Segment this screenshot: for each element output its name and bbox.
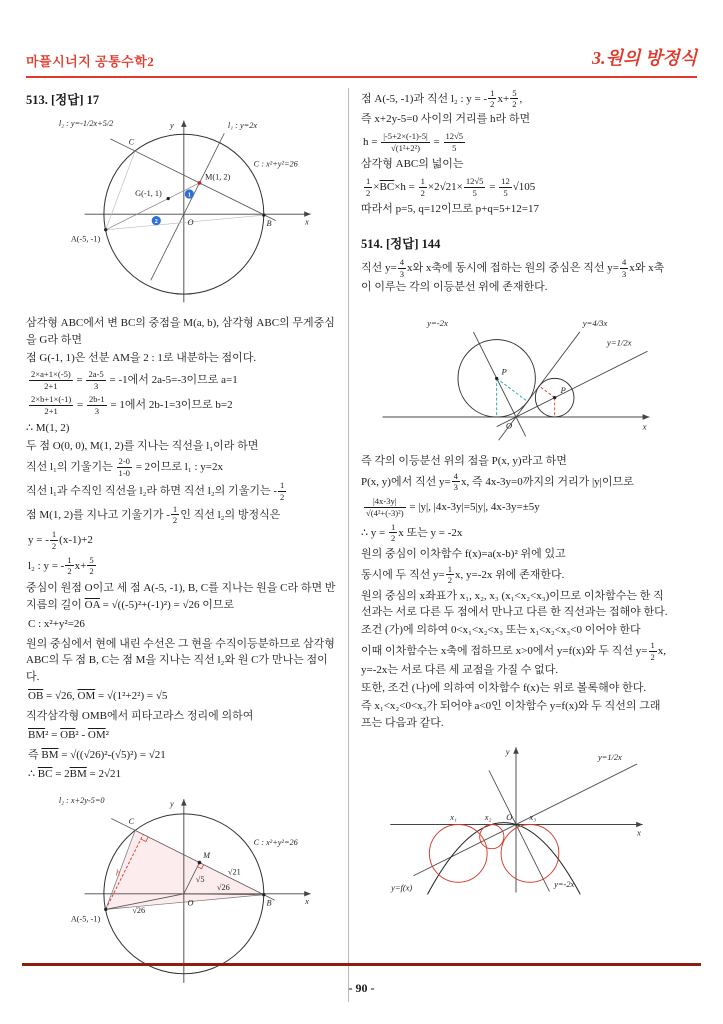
solution-line: 즉 $\overline{BM} = √((√26)^2-(√5)^2) = √21$ (28, 748, 166, 761)
marker-2-label: 2 (154, 217, 158, 225)
label-length-oa: √26 (132, 905, 146, 915)
label-length-ob: √26 (216, 882, 230, 892)
solution-line: $\frac{2\times a+1\times(-5)}{2+1}$ = $\frac{2a-5}{3}$ = -1에서 2a-5=-3이므로 a=1 (31, 369, 238, 391)
solution-line: 원의 중심이 이차함수 f(x)=a(x-b)² 위에 있고 (361, 547, 566, 560)
label-point-g: G(-1, 1) (135, 188, 162, 198)
radius-right-perp (539, 386, 554, 398)
solution-line: ∴ y = $\frac{1}{2}$ x 또는 y = -2x (361, 521, 463, 544)
solution-line: $\frac{2\times b+1\times(-1)}{2+1}$ = $\frac{2b-1}{3}$ = 1에서 2b-1=3이므로 b=2 (31, 394, 233, 417)
line-neg2x (473, 332, 525, 436)
label-height-h: h (115, 867, 120, 877)
label-point-m: M(1, 2) (204, 172, 231, 182)
solution-line: 삼각형 ABC의 넓이는 (361, 158, 464, 171)
solution-line: 또한, 조건 (나)에 의하여 이차함수 f(x)는 위로 볼록해야 한다. (361, 682, 647, 695)
label-point-a: A(-5, -1) (70, 234, 101, 244)
solution-line: 점 A(-5, -1)과 직선 l₂ : y = - $\frac{1}{2}$ x+ $\frac{5}{2}$ , (361, 87, 523, 110)
x-axis-arrow (636, 822, 643, 828)
page-header (0, 0, 723, 76)
solution-line: 즉 x+2y-5=0 사이의 거리를 h라 하면 (361, 113, 531, 126)
label-l1-equation: l₁ : y=2x (227, 120, 258, 130)
label-line-half: y=1/2x (597, 753, 622, 763)
x-axis-arrow (643, 414, 650, 420)
solution-line: P(x, y)에서 직선 y= $\frac{4}{3}$ x, 즉 4x-3y=0까지의 거리가 |y|이므로 (361, 470, 634, 493)
label-origin: O (187, 218, 194, 228)
label-origin: O (505, 420, 513, 431)
solution-line: $\overline{BM}^2 = \overline{OB}^2 - \overline{OM}^2$ (28, 729, 109, 742)
left-column (26, 86, 348, 1002)
solution-line: h = $\frac{|-5+2\times(-1)-5|}{\text{√(1²+2²)}}$ = $\frac{12√5}{5}$ (363, 130, 464, 153)
diagram-513-overview (26, 113, 338, 308)
solution-line: 따라서 p=5, q=12이므로 p+q=5+12=17 (361, 203, 539, 216)
solution-line: 점 G(-1, 1)은 선분 AM을 2 : 1로 내분하는 점이다. (26, 351, 257, 364)
diagram-514-bisector-svg (371, 301, 661, 446)
solution-513-text (26, 315, 338, 783)
solution-line: ∴ $\overline{BC} = 2\overline{BM} = 2√21$ (28, 768, 122, 781)
solution-line: $\overline{OB} = √26$, $\overline{OM} = √(1^2+2^2) = √5$ (28, 690, 168, 703)
label-point-a: A(-5, -1) (70, 913, 101, 923)
diagram-514-parabola-svg (376, 736, 656, 899)
point-b-dot (262, 893, 265, 896)
solution-line: $\frac{1}{2}$ $\times\overline{BC}\times h$ = $\frac{1}{2}$ ×2√21× $\frac{12√5}{5}$ = $\frac{12}{5}$ √105 (366, 175, 536, 198)
footer-rule (22, 963, 701, 966)
solution-line: 두 점 O(0, 0), M(1, 2)를 지나는 직선을 l₁이라 하면 (26, 439, 259, 452)
solution-line: ∴ M(1, 2) (26, 421, 70, 434)
solution-line: $\frac{|4x-3y|}{\text{√(4²+(-3)²)}}$ = |y|, |4x-3y|=5|y|, 4x-3y=±5y (366, 496, 540, 518)
segment-ac (106, 151, 135, 230)
label-length-om: √5 (195, 874, 205, 884)
label-axis-x: x (305, 217, 309, 227)
label-point-c: C (128, 137, 135, 147)
point-a-dot (104, 228, 107, 231)
point-g-dot (167, 197, 170, 200)
label-parabola: y=f(x) (391, 884, 413, 894)
solution-line: 점 M(1, 2)를 지나고 기울기가 - $\frac{1}{2}$ 인 직선 l₂의 방정식은 (26, 503, 281, 526)
label-origin: O (187, 898, 194, 908)
label-axis-x: x (637, 829, 641, 839)
label-line-neg2x: y=-2x (427, 317, 448, 328)
label-p-right: P (560, 384, 566, 395)
solution-line: 삼각형 ABC에서 변 BC의 중점을 M(a, b), 삼각형 ABC의 무게중심을 G라 하면 (26, 317, 335, 346)
solution-line: 직선 l₁의 기울기는 $\frac{2-0}{1-0}$ = 2이므로 l₁ : y=2x (26, 455, 223, 478)
y-axis-arrow (513, 748, 519, 755)
solution-line: l₂ : y = - $\frac{1}{2}$ x+ $\frac{5}{2}$ (28, 554, 94, 577)
label-axis-x: x (305, 896, 309, 906)
x-axis-arrow (304, 891, 310, 897)
solution-line: C : x²+y²=26 (28, 618, 85, 631)
right-column (349, 86, 671, 1002)
solution-line: 이때 이차함수는 x축에 접하므로 x>0에서 y=f(x)와 두 직선 y= $\frac{1}{2}$ x, y=-2x는 서로 다른 세 교점을 가질 수 없다. (361, 640, 667, 677)
x-axis-arrow (304, 211, 310, 217)
label-origin: O (506, 813, 513, 823)
solution-line: 중심이 원점 O이고 세 점 A(-5, -1), B, C를 지나는 원을 C라 하면 반지름의 길이 $\overline{OA} = √((-5)^2+(-1)^2) = √26$ 이므로 (26, 582, 336, 611)
label-axis-y: y (505, 748, 510, 758)
label-line-neg2x: y=-2x (554, 880, 575, 890)
label-point-m: M (203, 850, 211, 860)
label-x3: x₃ (529, 813, 537, 823)
label-point-b: B (266, 219, 272, 229)
diagram-514-bisector (361, 301, 671, 446)
solution-513-continued-text (361, 88, 671, 218)
diagram-514-parabola (361, 736, 671, 899)
solution-514-text-top (361, 257, 671, 296)
label-axis-y: y (170, 120, 174, 130)
solution-514-text-middle (361, 453, 671, 732)
label-line-four-thirds: y=4/3x (582, 317, 608, 328)
label-point-c: C (128, 816, 135, 826)
solution-line: 즉 x₁<x₂<0<x₃가 되어야 a<0인 이차함수 y=f(x)와 두 직선의 그래프는 다음과 같다. (361, 700, 661, 729)
label-x2: x₂ (484, 813, 492, 823)
line-neg2x (489, 771, 550, 892)
line-half (414, 764, 638, 876)
point-m-dot (198, 181, 202, 185)
center-right-dot (553, 396, 556, 399)
solution-line: 원의 중심의 x좌표가 x₁, x₂, x₃ (x₁<x₂<x₃)이므로 이차함수는 한 직선과는 서로 다른 두 점에서 만나고 다른 한 직선과는 접해야 한다. (361, 589, 668, 618)
solution-line: 즉 각의 이등분선 위의 점을 P(x, y)라고 하면 (361, 454, 567, 467)
point-m-dot (198, 860, 202, 864)
label-circle-equation: C : x²+y²=26 (253, 837, 298, 847)
center-left-dot (495, 376, 498, 379)
footer-page-number: - 90 - (348, 981, 375, 995)
problem-514-heading: 514. [정답] 144 (361, 236, 441, 251)
solution-line: 직선 l₁과 수직인 직선을 l₂라 하면 직선 l₂의 기울기는 - $\frac{1}{2}$ (26, 479, 285, 502)
solution-line: 직각삼각형 OMB에서 피타고라스 정리에 의하여 (26, 709, 254, 722)
y-axis-arrow (181, 120, 187, 126)
solution-line: 동시에 두 직선 y= $\frac{1}{2}$ x, y=-2x 위에 존재한다. (361, 563, 565, 586)
point-a-dot (104, 907, 107, 910)
label-line-half: y=1/2x (606, 337, 632, 348)
label-x1: x₁ (450, 813, 457, 823)
label-axis-x: x (642, 421, 647, 432)
book-title: 마플시너지 공통수학2 (26, 54, 155, 69)
y-axis-arrow (181, 799, 187, 805)
segment-ab (106, 215, 264, 230)
radius-left-perp (497, 378, 528, 401)
chapter-title: 3.원의 방정식 (592, 48, 697, 68)
diagram-513-overview-svg (46, 113, 318, 308)
label-point-b: B (266, 898, 272, 908)
solution-line: 직선 y= $\frac{4}{3}$ x와 x축에 동시에 접하는 원의 중심은 직선 y= $\frac{4}{3}$ x와 x축이 이루는 각의 이등분선 위에 존재한다. (361, 256, 665, 294)
solution-line: 조건 (가)에 의하여 0<x₁<x₂<x₃ 또는 x₁<x₂<x₃<0 이어야 한다 (361, 624, 641, 636)
point-b-dot (262, 213, 265, 216)
line-l1 (151, 133, 225, 280)
label-l2-equation: l₂ : y=-1/2x+5/2 (58, 118, 114, 128)
solution-line: y = - $\frac{1}{2}$ (x-1)+2 (28, 529, 93, 551)
label-length-mb: √21 (227, 867, 241, 877)
two-column-body (0, 78, 723, 1002)
label-p-left: P (501, 366, 507, 377)
marker-1-label: 1 (187, 191, 191, 199)
solution-line: 원의 중심에서 현에 내린 수선은 그 현을 수직이등분하므로 삼각형 ABC의 두 점 B, C는 점 M을 지나는 직선 l₂와 원 C가 만나는 점이다. (26, 637, 335, 683)
label-axis-y: y (170, 799, 174, 809)
problem-513-heading: 513. [정답] 17 (26, 93, 100, 107)
label-l2-equation: l₂ : x+2y-5=0 (58, 795, 105, 805)
label-circle-equation: C : x²+y²=26 (253, 159, 298, 169)
